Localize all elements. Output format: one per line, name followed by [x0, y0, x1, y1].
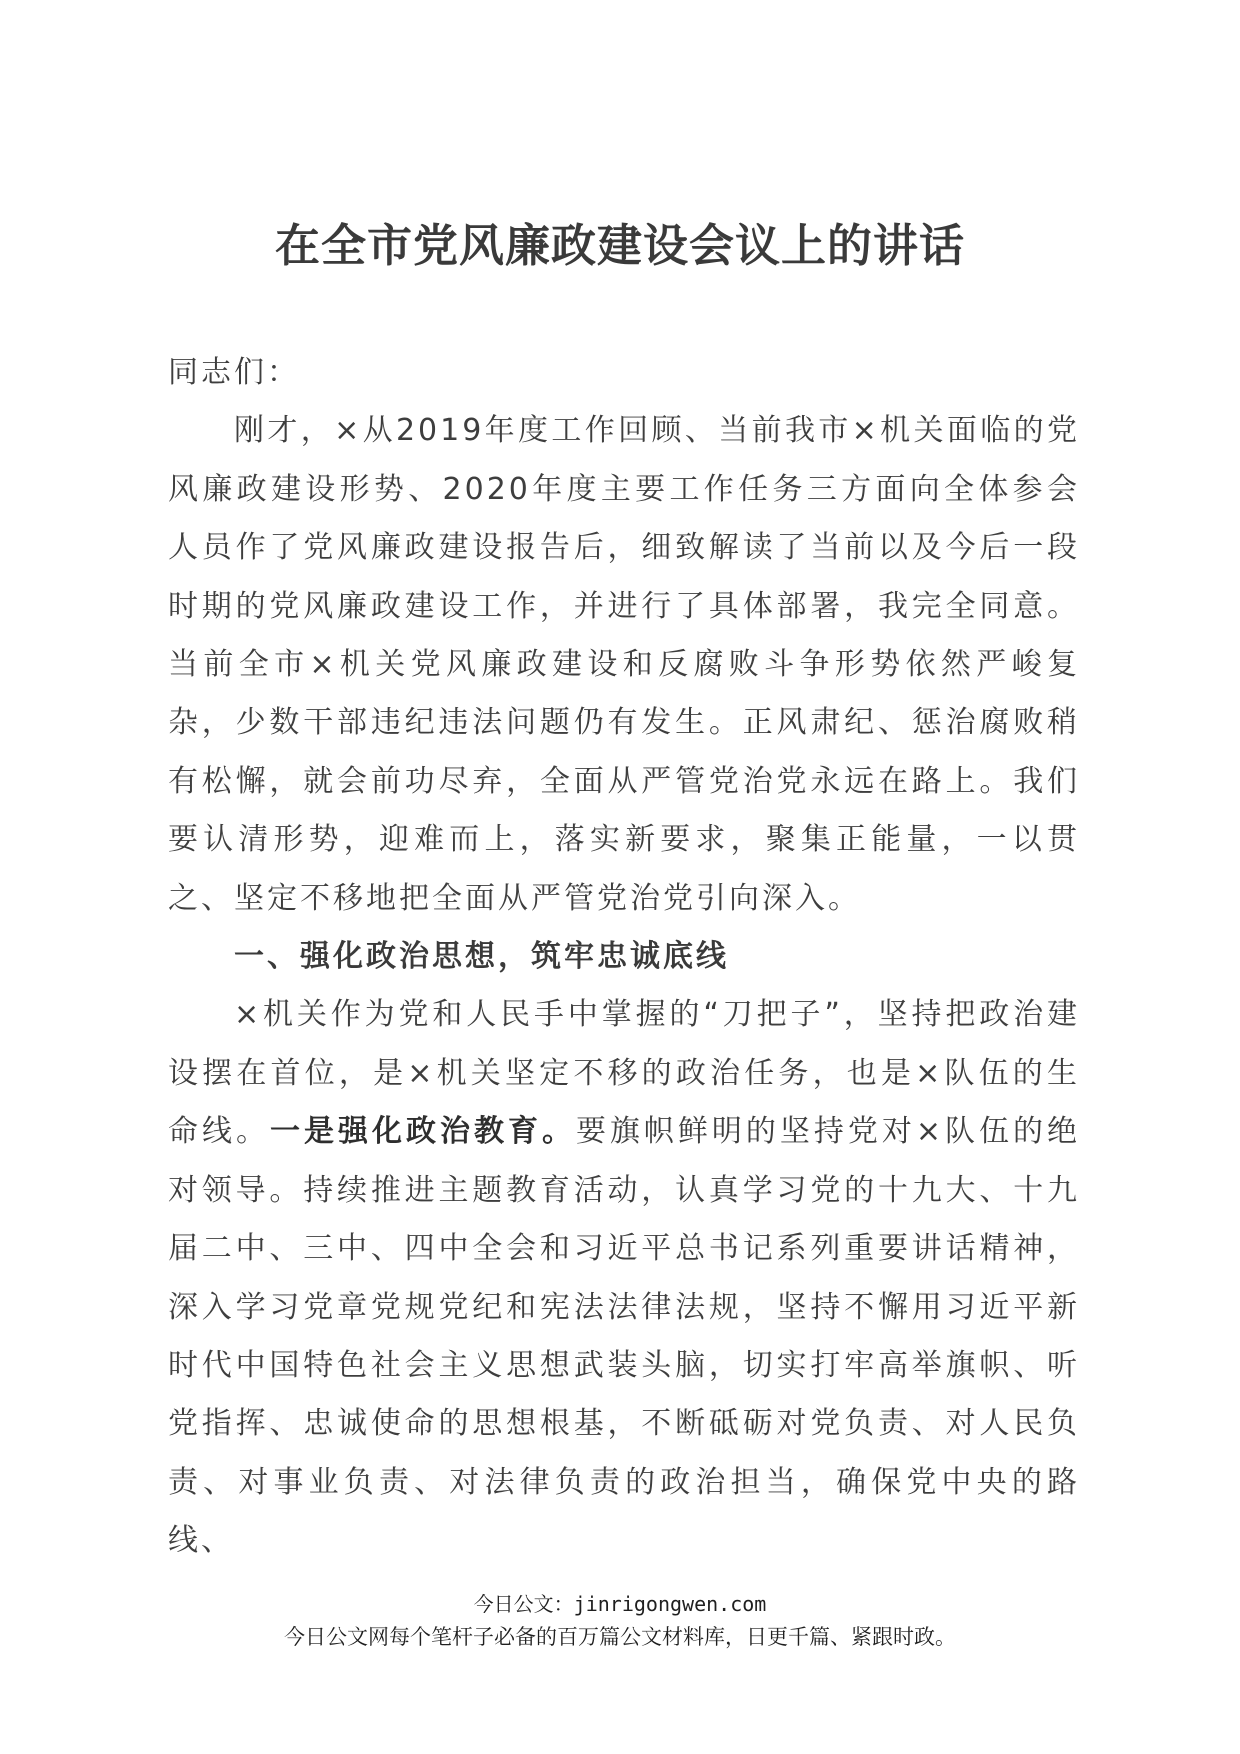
salutation: 同志们： [168, 355, 300, 390]
paragraph-section-1 [168, 986, 1080, 1570]
footer-source [0, 1590, 1240, 1618]
section-heading-1: 一、强化政治思想，筑牢忠诚底线 [234, 939, 729, 975]
paragraph-lead-text: ×机关作为党和人民手中掌握的“刀把子”，坚持把政治建设摆在首位，是×机关坚定不移的政治任务，也是×队伍的生命线。 [168, 997, 1080, 1150]
emphasis-text: 一是强化政治教育。 [269, 1114, 576, 1150]
footer-label: 今日公文： [473, 1592, 574, 1616]
document-body [168, 344, 1080, 1571]
document-title: 在全市党风廉政建设会议上的讲话 [274, 219, 965, 272]
paragraph-intro: 刚才，×从2019年度工作回顾、当前我市×机关面临的党风廉政建设形势、2020年度主要工作任务三方面向全体参会人员作了党风廉政建设报告后，细致解读了当前以及今后一段时期的党风廉政建设工作，并进行了具体部署，我完全同意。当前全市×机关党风廉政建设和反腐败斗争形势依然严峻复杂，少数干部违纪违法问题仍有发生。正风肃纪、惩治腐败稍有松懈，就会前功尽弃，全面从严管党治党永远在路上。我们要认清形势，迎难而上，落实新要求，聚集正能量，一以贯之、坚定不移地把全面从严管党治党引向深入。 [168, 413, 1080, 916]
footer-slogan: 今日公文网每个笔杆子必备的百万篇公文材料库，日更千篇、紧跟时政。 [284, 1625, 956, 1649]
paragraph-rest-text: 要旗帜鲜明的坚持党对×队伍的绝对领导。持续推进主题教育活动，认真学习党的十九大、十九届二中、三中、四中全会和习近平总书记系列重要讲话精神，深入学习党章党规党纪和宪法法律法规，坚持不懈用习近平新时代中国特色社会主义思想武装头脑，切实打牢高举旗帜、听党指挥、忠诚使命的思想根基，不断砥砺对党负责、对人民负责、对事业负责、对法律负责的政治担当，确保党中央的路线、 [168, 1114, 1080, 1559]
footer-url[interactable]: jinrigongwen.com [573, 1592, 767, 1616]
